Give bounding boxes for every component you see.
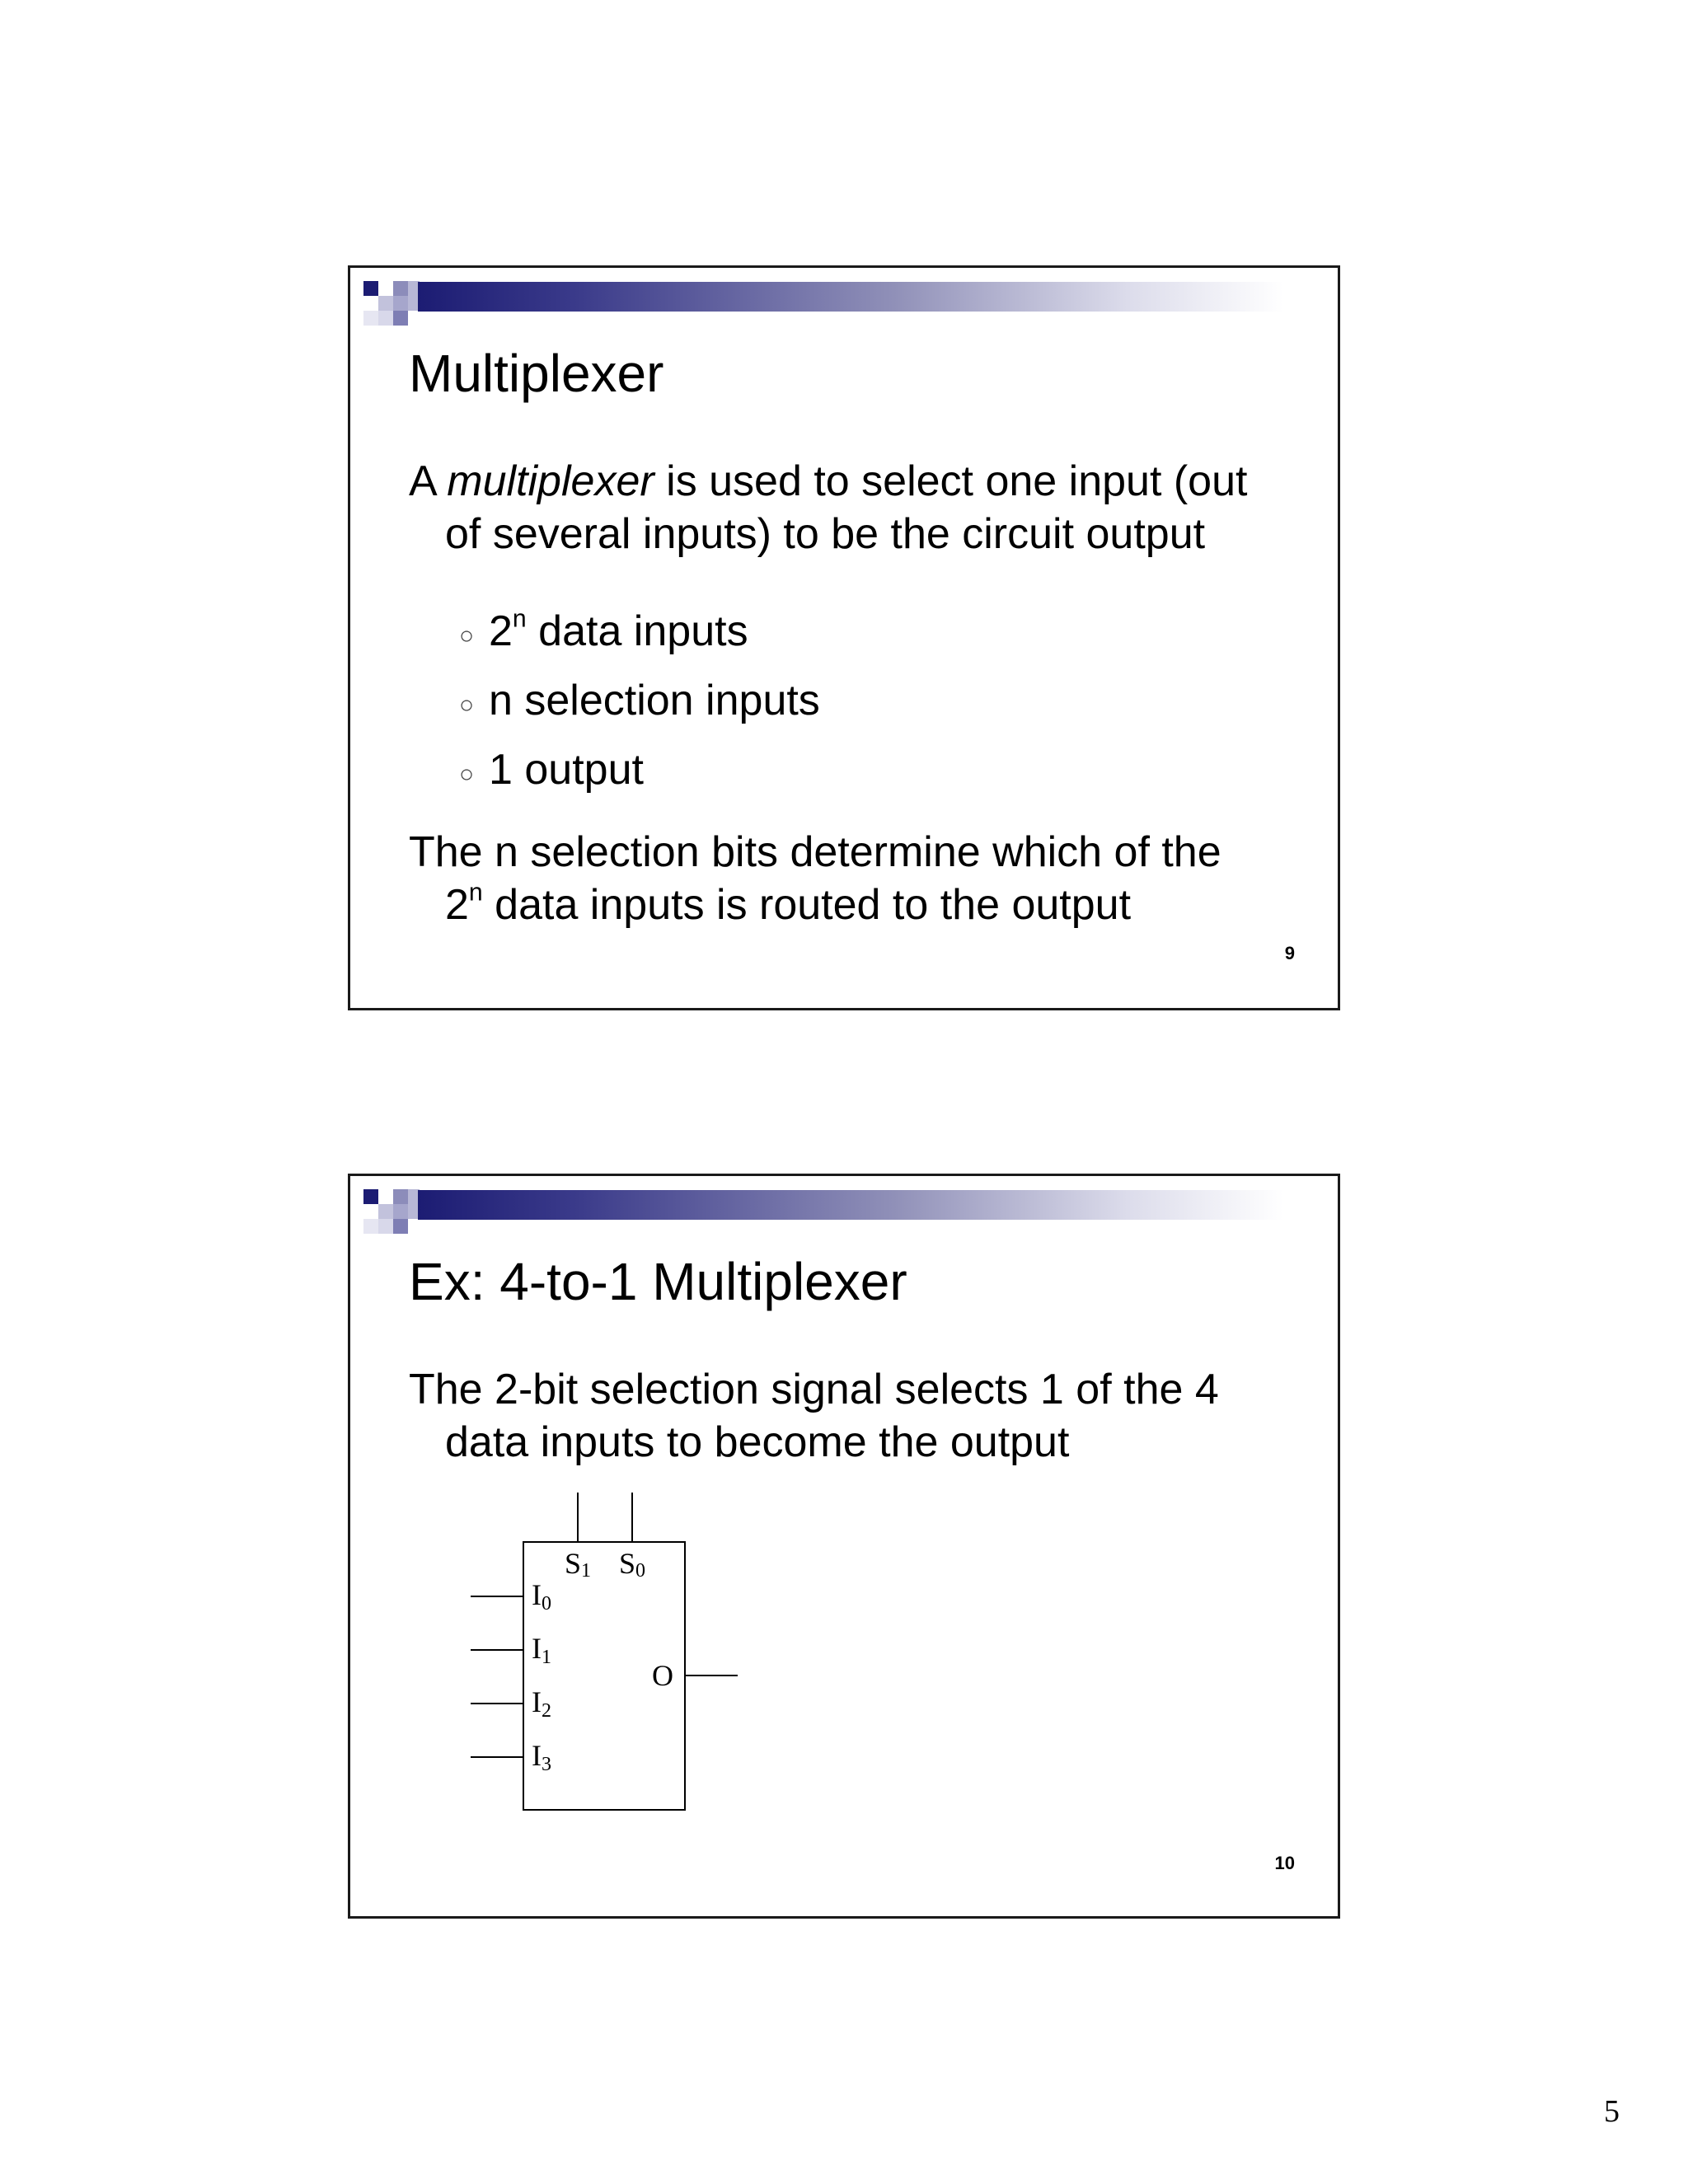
header-square-mid (393, 296, 408, 311)
closing-line-2: 2$^n$ data inputs is routed to the output (445, 879, 1132, 929)
body-line-1: The 2-bit selection signal selects 1 of the 4 (409, 1366, 1219, 1413)
intro-rest: is used to select one input (out (654, 457, 1248, 505)
input-label-i1: I1 (532, 1632, 551, 1668)
header-square-mid (393, 1204, 408, 1219)
slide-4-to-1-multiplexer (348, 1174, 1340, 1919)
slide-title: Ex: 4-to-1 Multiplexer (409, 1252, 907, 1311)
header-square-light (378, 1219, 393, 1234)
slide-number: 10 (1274, 1853, 1295, 1873)
input-label-i3: I3 (532, 1739, 551, 1775)
closing-line-1: The n selection bits determine which of the (409, 828, 1221, 876)
output-label: O (652, 1659, 673, 1692)
header-square-mid (393, 281, 408, 296)
header-square-light (393, 1219, 408, 1234)
mux-4-to-1-diagram (466, 1493, 746, 1839)
select-label-s1: S1 (565, 1547, 592, 1582)
list-item: ○ 2$^n$ data inputs (459, 599, 820, 668)
header-gradient-bar (418, 282, 1283, 312)
page-number: 5 (1604, 2094, 1620, 2129)
slide-multiplexer (348, 265, 1340, 1010)
slide-number: 9 (1284, 943, 1295, 963)
list-item: ○ n selection inputs (459, 668, 820, 738)
input-label-i0: I0 (532, 1578, 551, 1615)
header-square-dark (363, 1189, 378, 1204)
slide-body-text (409, 1363, 1299, 1469)
header-square-light (363, 1219, 378, 1234)
body-line-2: data inputs to become the output (445, 1418, 1070, 1466)
bullet-circle-icon: ○ (459, 622, 475, 649)
slide-intro-text (409, 455, 1299, 560)
bullet-circle-icon: ○ (459, 761, 475, 788)
intro-line-2: of several inputs) to be the circuit output (445, 510, 1206, 558)
header-square-dark (363, 281, 378, 296)
header-square-light (363, 311, 378, 326)
bullet-circle-icon: ○ (459, 691, 475, 719)
select-label-s0: S0 (619, 1547, 646, 1582)
intro-prefix: A (409, 457, 448, 505)
slide-header-decoration (350, 268, 1338, 334)
slide-header-decoration (350, 1176, 1338, 1242)
list-item: ○ 1 output (459, 738, 820, 807)
header-square-mid (393, 1189, 408, 1204)
slide-closing-text (409, 826, 1299, 931)
header-square-light (378, 296, 393, 311)
header-square-light (378, 1204, 393, 1219)
input-label-i2: I2 (532, 1685, 551, 1722)
header-square-light (378, 311, 393, 326)
slide-title: Multiplexer (409, 344, 664, 403)
header-square-light (393, 311, 408, 326)
bullet-list (459, 599, 820, 807)
intro-emphasis: multiplexer (447, 457, 654, 505)
header-gradient-bar (418, 1190, 1283, 1220)
